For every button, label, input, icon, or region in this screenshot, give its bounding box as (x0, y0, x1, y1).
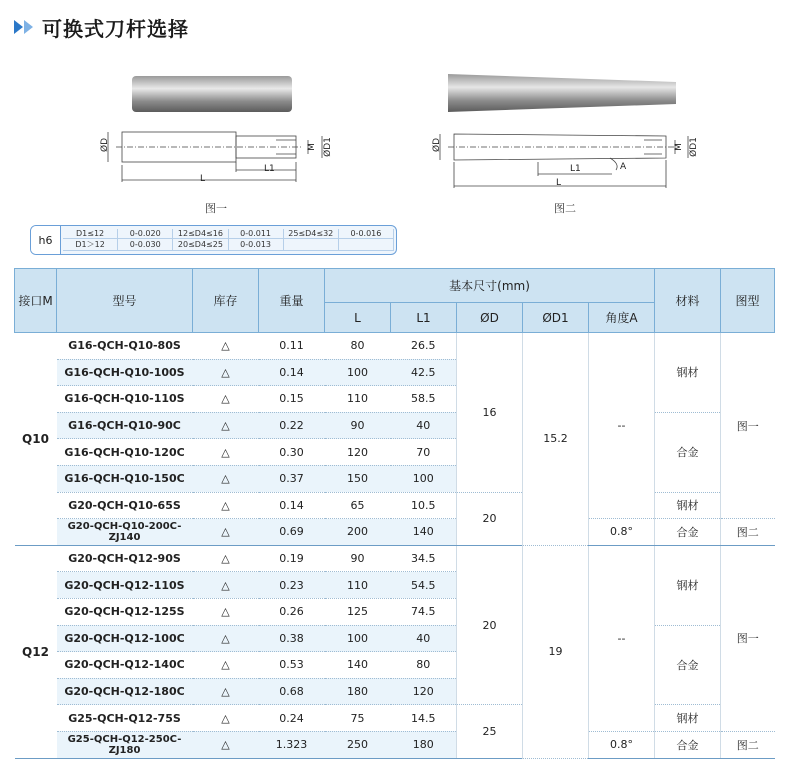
tolerance-cell: 0-0.030 (118, 239, 173, 251)
l1-cell: 180 (391, 731, 457, 758)
l1-cell: 140 (391, 519, 457, 546)
weight-cell: 0.37 (259, 465, 325, 492)
model-cell: G25-QCH-Q12-75S (57, 705, 193, 732)
l1-cell: 100 (391, 465, 457, 492)
table-row (15, 731, 775, 758)
model-cell: G16-QCH-Q10-110S (57, 386, 193, 413)
stock-cell: △ (193, 333, 259, 360)
dim-d-label-2: ØD (432, 137, 443, 153)
stock-cell: △ (193, 412, 259, 439)
weight-cell: 1.323 (259, 731, 325, 758)
material-cell: 合金 (655, 519, 721, 546)
l-cell: 100 (325, 625, 391, 652)
tolerance-cell (339, 239, 394, 251)
tolerance-cell: 0-0.020 (118, 229, 173, 239)
weight-cell: 0.14 (259, 359, 325, 386)
stock-cell: △ (193, 625, 259, 652)
model-cell: G16-QCH-Q10-80S (57, 333, 193, 360)
dim-m-label-2: M (673, 143, 684, 151)
model-cell: G20-QCH-Q12-140C (57, 652, 193, 679)
header-figure: 图型 (721, 269, 775, 333)
dim-d-label: ØD (100, 137, 111, 153)
stock-cell: △ (193, 545, 259, 572)
l1-cell: 26.5 (391, 333, 457, 360)
header-weight: 重量 (259, 269, 325, 333)
weight-cell: 0.69 (259, 519, 325, 546)
stock-cell: △ (193, 439, 259, 466)
angle-cell: -- (589, 545, 655, 731)
l1-cell: 10.5 (391, 492, 457, 519)
l-cell: 100 (325, 359, 391, 386)
material-cell: 钢材 (655, 705, 721, 732)
table-row (15, 625, 775, 652)
port-cell: Q12 (15, 545, 57, 758)
header-l1: L1 (391, 303, 457, 333)
tool-holder-table (14, 268, 775, 759)
header-d: ØD (457, 303, 523, 333)
header-material: 材料 (655, 269, 721, 333)
table-row (15, 492, 775, 519)
weight-cell: 0.14 (259, 492, 325, 519)
weight-cell: 0.23 (259, 572, 325, 599)
table-row (15, 333, 775, 360)
d-cell: 25 (457, 705, 523, 758)
model-cell: G20-QCH-Q12-90S (57, 545, 193, 572)
figure-two-caption: 图二 (554, 202, 576, 215)
l-cell: 180 (325, 678, 391, 705)
figure-cell: 图二 (721, 519, 775, 546)
l1-cell: 80 (391, 652, 457, 679)
dim-l1-label: L1 (264, 164, 275, 174)
model-cell: G16-QCH-Q10-120C (57, 439, 193, 466)
material-cell: 合金 (655, 412, 721, 492)
stock-cell: △ (193, 598, 259, 625)
l1-cell: 58.5 (391, 386, 457, 413)
tolerance-symbol: h6 (31, 226, 61, 254)
header-d1: ØD1 (523, 303, 589, 333)
weight-cell: 0.38 (259, 625, 325, 652)
header-port: 接口M (15, 269, 57, 333)
header-basic-dims: 基本尺寸(mm) (325, 269, 655, 303)
l-cell: 90 (325, 412, 391, 439)
page-title-bar (14, 12, 189, 42)
header-model: 型号 (57, 269, 193, 333)
l1-cell: 54.5 (391, 572, 457, 599)
weight-cell: 0.68 (259, 678, 325, 705)
tolerance-cell: 12≤D4≤16 (173, 229, 228, 239)
weight-cell: 0.26 (259, 598, 325, 625)
tolerance-cell: 25≤D4≤32 (284, 229, 339, 239)
weight-cell: 0.53 (259, 652, 325, 679)
table-row (15, 412, 775, 439)
dim-l-label-2: L (556, 178, 562, 188)
figure-cell: 图二 (721, 731, 775, 758)
stock-cell: △ (193, 731, 259, 758)
l-cell: 110 (325, 572, 391, 599)
figure-cell: 图一 (721, 545, 775, 731)
l-cell: 250 (325, 731, 391, 758)
title-arrows-icon (14, 20, 34, 34)
l-cell: 110 (325, 386, 391, 413)
l-cell: 80 (325, 333, 391, 360)
l1-cell: 40 (391, 625, 457, 652)
tolerance-cell: D1＞12 (63, 239, 118, 251)
figure-one-caption: 图一 (205, 202, 227, 215)
material-cell: 合金 (655, 625, 721, 705)
weight-cell: 0.22 (259, 412, 325, 439)
weight-cell: 0.15 (259, 386, 325, 413)
model-cell: G20-QCH-Q10-65S (57, 492, 193, 519)
stock-cell: △ (193, 652, 259, 679)
header-angle: 角度A (589, 303, 655, 333)
header-stock: 库存 (193, 269, 259, 333)
model-cell: G20-QCH-Q12-180C (57, 678, 193, 705)
tapered-shank-image (430, 70, 700, 190)
weight-cell: 0.11 (259, 333, 325, 360)
material-cell: 钢材 (655, 545, 721, 625)
d-cell: 20 (457, 545, 523, 705)
tolerance-cell (284, 239, 339, 251)
tolerance-cell: 0-0.016 (339, 229, 394, 239)
table-row (15, 545, 775, 572)
tolerance-cell: D1≤12 (63, 229, 118, 239)
l1-cell: 14.5 (391, 705, 457, 732)
stock-cell: △ (193, 359, 259, 386)
stock-cell: △ (193, 492, 259, 519)
stock-cell: △ (193, 678, 259, 705)
page-title: 可换式刀杆选择 (42, 16, 189, 41)
l-cell: 125 (325, 598, 391, 625)
figure-two (430, 70, 700, 215)
material-cell: 钢材 (655, 333, 721, 413)
stock-cell: △ (193, 386, 259, 413)
model-cell: G20-QCH-Q10-200C-ZJ140 (57, 519, 193, 546)
l1-cell: 40 (391, 412, 457, 439)
l-cell: 150 (325, 465, 391, 492)
model-cell: G20-QCH-Q12-100C (57, 625, 193, 652)
stock-cell: △ (193, 705, 259, 732)
tolerance-table (30, 225, 397, 255)
l-cell: 90 (325, 545, 391, 572)
l-cell: 200 (325, 519, 391, 546)
d-cell: 20 (457, 492, 523, 545)
stock-cell: △ (193, 572, 259, 599)
l-cell: 140 (325, 652, 391, 679)
dim-l1-label-2: L1 (570, 164, 581, 174)
weight-cell: 0.19 (259, 545, 325, 572)
material-cell: 合金 (655, 731, 721, 758)
straight-shank-image (96, 70, 336, 190)
d-cell: 16 (457, 333, 523, 493)
table-row (15, 705, 775, 732)
stock-cell: △ (193, 465, 259, 492)
stock-cell: △ (193, 519, 259, 546)
tolerance-cell: 0-0.011 (229, 229, 284, 239)
model-cell: G16-QCH-Q10-90C (57, 412, 193, 439)
model-cell: G16-QCH-Q10-100S (57, 359, 193, 386)
model-cell: G20-QCH-Q12-110S (57, 572, 193, 599)
header-l: L (325, 303, 391, 333)
model-cell: G20-QCH-Q12-125S (57, 598, 193, 625)
port-cell: Q10 (15, 333, 57, 546)
material-cell: 钢材 (655, 492, 721, 519)
l1-cell: 42.5 (391, 359, 457, 386)
d1-cell: 19 (523, 545, 589, 758)
tolerance-cell: 20≤D4≤25 (173, 239, 228, 251)
angle-cell: 0.8° (589, 731, 655, 758)
l-cell: 75 (325, 705, 391, 732)
dim-d1-label: ØD1 (322, 137, 333, 157)
angle-cell: 0.8° (589, 519, 655, 546)
tolerance-cell: 0-0.013 (229, 239, 284, 251)
dim-a-label: A (620, 162, 627, 172)
weight-cell: 0.30 (259, 439, 325, 466)
model-cell: G16-QCH-Q10-150C (57, 465, 193, 492)
d1-cell: 15.2 (523, 333, 589, 546)
dim-l-label: L (200, 174, 206, 184)
l1-cell: 120 (391, 678, 457, 705)
dim-d1-label-2: ØD1 (688, 137, 699, 157)
l1-cell: 74.5 (391, 598, 457, 625)
l-cell: 65 (325, 492, 391, 519)
angle-cell: -- (589, 333, 655, 519)
table-row (15, 519, 775, 546)
dim-m-label: M (306, 143, 317, 151)
model-cell: G25-QCH-Q12-250C-ZJ180 (57, 731, 193, 758)
l-cell: 120 (325, 439, 391, 466)
weight-cell: 0.24 (259, 705, 325, 732)
figure-one (96, 70, 336, 215)
l1-cell: 34.5 (391, 545, 457, 572)
l1-cell: 70 (391, 439, 457, 466)
figure-cell: 图一 (721, 333, 775, 519)
